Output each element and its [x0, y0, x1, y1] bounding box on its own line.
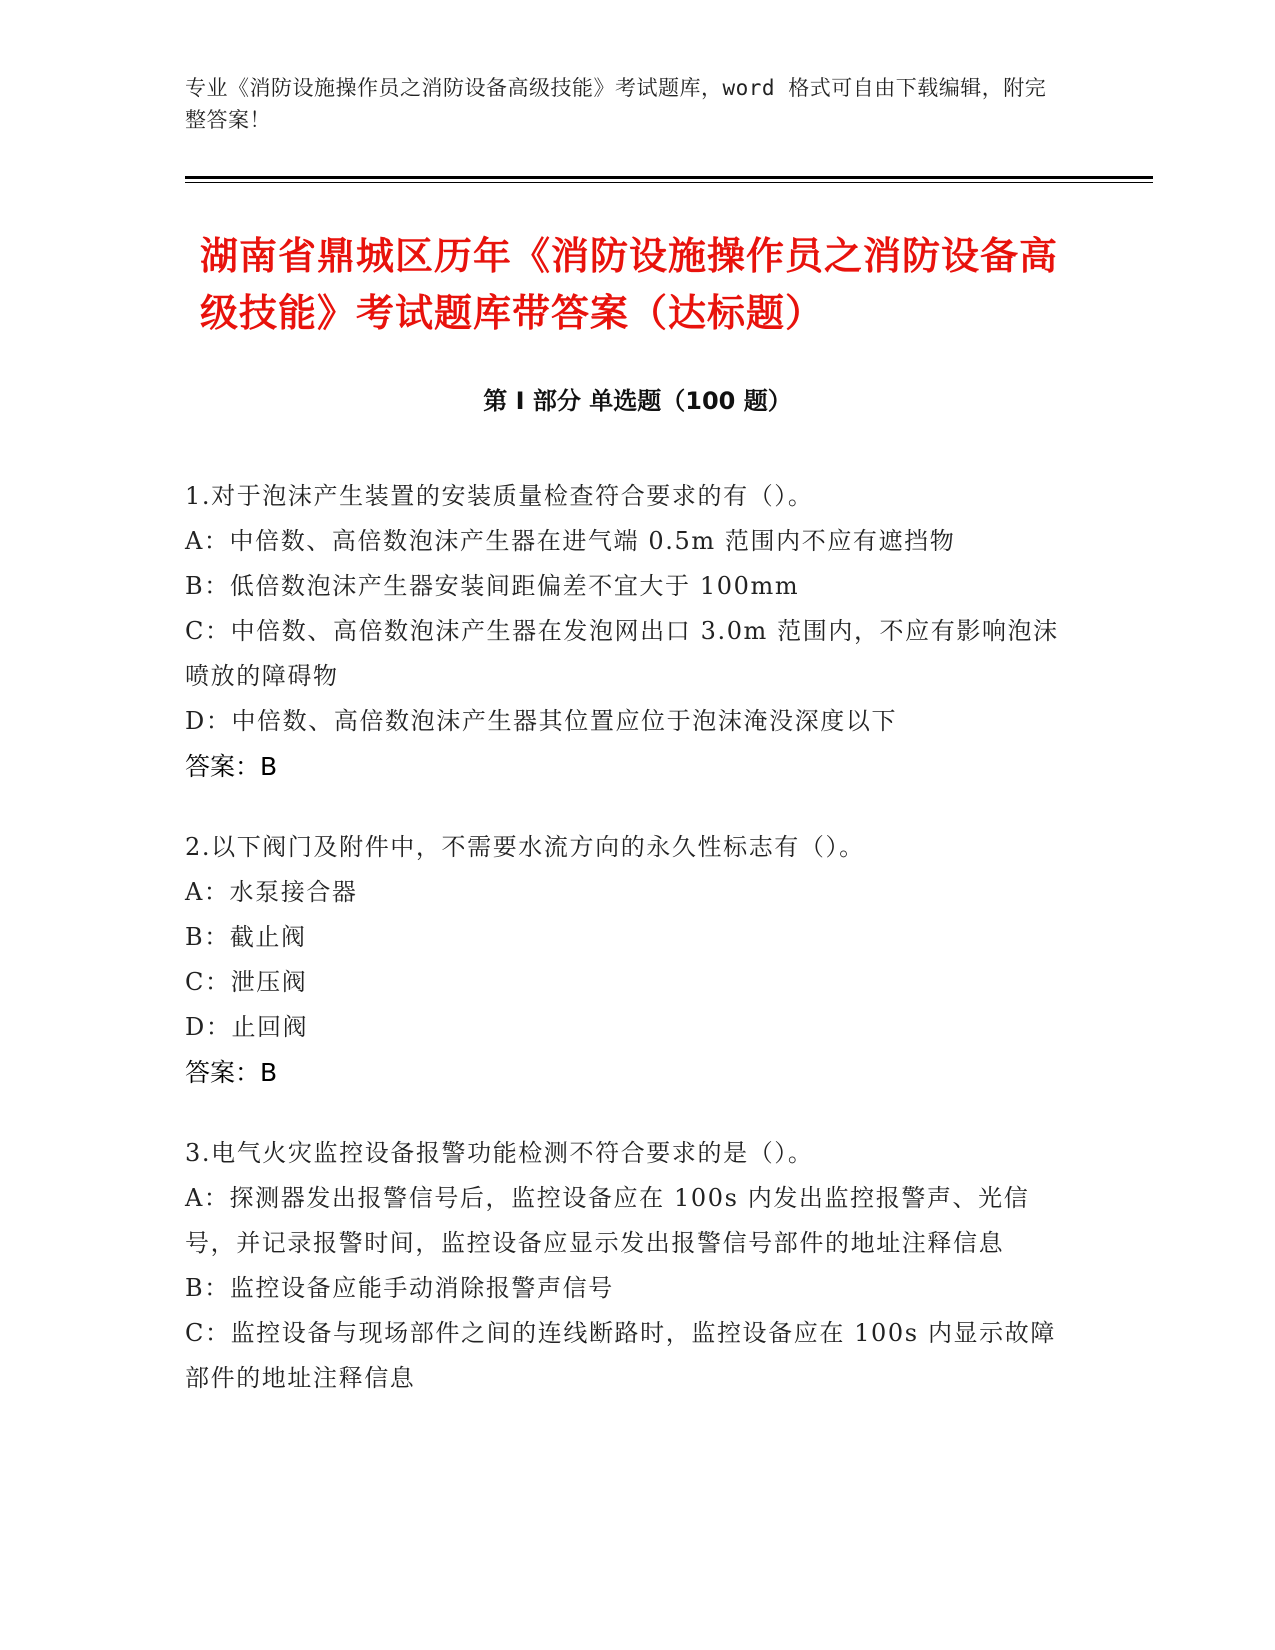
option-b: B：监控设备应能手动消除报警声信号 [185, 1274, 614, 1302]
question-1 [185, 474, 1065, 789]
option-a: A：中倍数、高倍数泡沫产生器在进气端 0.5m 范围内不应有遮挡物 [185, 527, 956, 555]
answer: 答案：B [185, 1058, 278, 1087]
option-a: A：水泵接合器 [185, 878, 358, 906]
option-b: B：低倍数泡沫产生器安装间距偏差不宜大于 100mm [185, 572, 800, 600]
option-a: A：探测器发出报警信号后，监控设备应在 100s 内发出监控报警声、光信号，并记录报警时间，监控设备应显示发出报警信号部件的地址注释信息 [185, 1184, 1030, 1257]
option-c: C：中倍数、高倍数泡沫产生器在发泡网出口 3.0m 范围内，不应有影响泡沫喷放的障碍物 [185, 617, 1059, 690]
option-c: C：监控设备与现场部件之间的连线断路时，监控设备应在 100s 内显示故障部件的地址注释信息 [185, 1319, 1056, 1392]
question-stem: 3.电气火灾监控设备报警功能检测不符合要求的是（）。 [185, 1139, 814, 1167]
header-divider-thin [185, 182, 1153, 183]
document-title: 湖南省鼎城区历年《消防设施操作员之消防设备高级技能》考试题库带答案（达标题） [200, 234, 1059, 335]
option-d: D：止回阀 [185, 1013, 309, 1041]
question-list [185, 474, 1065, 1437]
question-stem: 2.以下阀门及附件中，不需要水流方向的永久性标志有（）。 [185, 833, 865, 861]
header-note: 专业《消防设施操作员之消防设备高级技能》考试题库，word 格式可自由下载编辑，附完整答案！ [185, 76, 1047, 132]
section-title: 第 I 部分 单选题（100 题） [483, 387, 792, 415]
option-d: D：中倍数、高倍数泡沫产生器其位置应位于泡沫淹没深度以下 [185, 707, 898, 735]
option-c: C：泄压阀 [185, 968, 308, 996]
header-divider [185, 176, 1153, 179]
answer: 答案：B [185, 752, 278, 781]
option-b: B：截止阀 [185, 923, 307, 951]
question-2 [185, 825, 1065, 1095]
question-3 [185, 1131, 1065, 1401]
question-stem: 1.对于泡沫产生装置的安装质量检查符合要求的有（）。 [185, 482, 814, 510]
